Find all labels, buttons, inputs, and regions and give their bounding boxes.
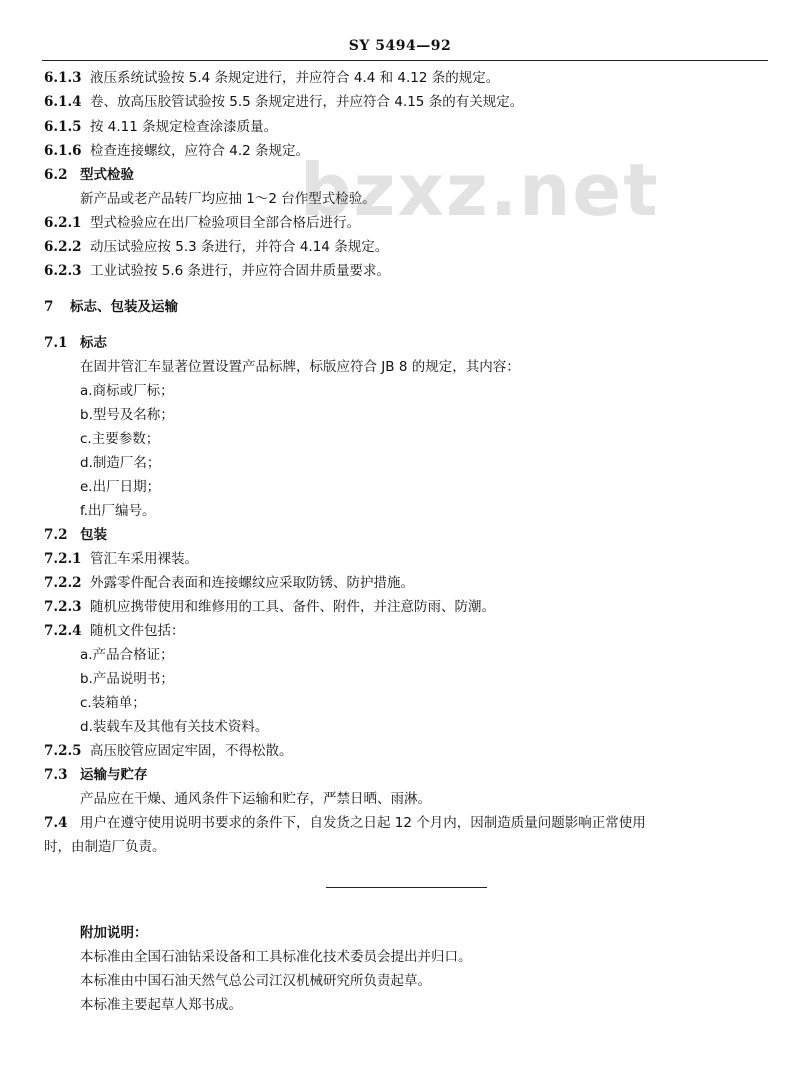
clause-number: 6.1.3 bbox=[44, 70, 82, 86]
paragraph-text: 在固井管汇车显著位置设置产品标牌，标版应符合 JB 8 的规定，其内容： bbox=[80, 359, 520, 375]
section-7-1-heading bbox=[44, 334, 107, 352]
clause-6-1-5 bbox=[44, 118, 277, 136]
list-item-text: c.装箱单； bbox=[80, 695, 146, 711]
clause-6-2-1 bbox=[44, 214, 360, 232]
clause-6-1-4 bbox=[44, 93, 523, 111]
section-7-2-heading bbox=[44, 526, 107, 544]
section-title: 标志 bbox=[80, 335, 107, 351]
clause-6-1-3 bbox=[44, 69, 499, 87]
list-item-text: b.产品说明书； bbox=[80, 671, 174, 687]
clause-text: 液压系统试验按 5.4 条规定进行，并应符合 4.4 和 4.12 条的规定。 bbox=[90, 70, 500, 86]
clause-number: 7.2 bbox=[44, 527, 68, 543]
clause-number: 7.2.5 bbox=[44, 743, 82, 759]
clause-number: 6.1.6 bbox=[44, 143, 82, 159]
paragraph bbox=[80, 790, 431, 808]
clause-number: 7.3 bbox=[44, 767, 68, 783]
appendix-title: 附加说明： bbox=[80, 925, 148, 941]
clause-6-1-6 bbox=[44, 142, 309, 160]
clause-text: 工业试验按 5.6 条进行，并应符合固井质量要求。 bbox=[90, 263, 391, 279]
clause-number: 7.2.2 bbox=[44, 575, 82, 591]
clause-number: 6.2.3 bbox=[44, 263, 82, 279]
list-item bbox=[80, 382, 174, 400]
appendix-line: 本标准由全国石油钻采设备和工具标准化技术委员会提出并归口。 bbox=[80, 949, 472, 965]
list-item bbox=[80, 406, 174, 424]
clause-number: 7.2.1 bbox=[44, 551, 82, 567]
clause-number: 6.2 bbox=[44, 167, 68, 183]
section-6-2-heading bbox=[44, 166, 134, 184]
clause-number: 6.1.4 bbox=[44, 94, 82, 110]
clause-7-2-1 bbox=[44, 550, 198, 568]
clause-text: 卷、放高压胶管试验按 5.5 条规定进行，并应符合 4.15 条的有关规定。 bbox=[90, 94, 524, 110]
watermark: bzxz.net bbox=[300, 148, 660, 232]
list-item-text: b.型号及名称； bbox=[80, 407, 174, 423]
clause-text: 高压胶管应固定牢固，不得松散。 bbox=[90, 743, 293, 759]
clause-7-4-continued bbox=[44, 838, 166, 856]
paragraph bbox=[80, 190, 376, 208]
paragraph-text: 新产品或老产品转厂均应抽 1～2 台作型式检验。 bbox=[80, 191, 376, 207]
clause-text: 按 4.11 条规定检查涂漆质量。 bbox=[90, 119, 278, 135]
appendix-line: 本标准由中国石油天然气总公司江汉机械研究所负责起草。 bbox=[80, 973, 431, 989]
list-item bbox=[80, 430, 159, 448]
header-rule bbox=[42, 60, 768, 61]
list-item bbox=[80, 718, 268, 736]
section-number: 7 bbox=[44, 299, 54, 315]
standard-code: SY 5494—92 bbox=[348, 38, 452, 54]
list-item-text: f.出厂编号。 bbox=[80, 503, 156, 519]
list-item-text: a.产品合格证； bbox=[80, 647, 174, 663]
section-title: 型式检验 bbox=[80, 167, 134, 183]
clause-text: 动压试验应按 5.3 条进行，并符合 4.14 条规定。 bbox=[90, 239, 389, 255]
clause-6-2-2 bbox=[44, 238, 388, 256]
clause-text: 随机文件包括： bbox=[90, 623, 185, 639]
clause-number: 6.2.1 bbox=[44, 215, 82, 231]
clause-7-4 bbox=[44, 814, 646, 832]
list-item bbox=[80, 478, 160, 496]
section-7-3-heading bbox=[44, 766, 148, 784]
clause-number: 7.1 bbox=[44, 335, 68, 351]
clause-number: 7.4 bbox=[44, 815, 68, 831]
list-item bbox=[80, 694, 146, 712]
list-item bbox=[80, 670, 174, 688]
section-7-heading bbox=[44, 298, 178, 316]
section-title: 包装 bbox=[80, 527, 107, 543]
paragraph bbox=[80, 358, 520, 376]
clause-text: 型式检验应在出厂检验项目全部合格后进行。 bbox=[90, 215, 360, 231]
clause-number: 7.2.4 bbox=[44, 623, 82, 639]
list-item bbox=[80, 502, 156, 520]
clause-text: 随机应携带使用和维修用的工具、备件、附件，并注意防雨、防潮。 bbox=[90, 599, 495, 615]
clause-text: 管汇车采用裸装。 bbox=[90, 551, 198, 567]
clause-text: 时，由制造厂负责。 bbox=[44, 839, 166, 855]
clause-number: 6.2.2 bbox=[44, 239, 82, 255]
list-item-text: e.出厂日期； bbox=[80, 479, 161, 495]
list-item-text: d.装载车及其他有关技术资料。 bbox=[80, 719, 269, 735]
section-title: 标志、包装及运输 bbox=[70, 299, 178, 315]
clause-number: 7.2.3 bbox=[44, 599, 82, 615]
clause-7-2-4 bbox=[44, 622, 185, 640]
list-item bbox=[80, 454, 160, 472]
list-item-text: d.制造厂名； bbox=[80, 455, 161, 471]
clause-7-2-5 bbox=[44, 742, 293, 760]
appendix-line: 本标准主要起草人郑书成。 bbox=[80, 997, 242, 1013]
list-item bbox=[80, 646, 174, 664]
clause-text: 用户在遵守使用说明书要求的条件下，自发货之日起 12 个月内，因制造质量问题影响正常使用 bbox=[80, 815, 646, 831]
clause-6-2-3 bbox=[44, 262, 390, 280]
clause-text: 检查连接螺纹，应符合 4.2 条规定。 bbox=[90, 143, 310, 159]
clause-7-2-2 bbox=[44, 574, 414, 592]
clause-text: 外露零件配合表面和连接螺纹应采取防锈、防护措施。 bbox=[90, 575, 414, 591]
section-divider bbox=[326, 887, 487, 888]
clause-7-2-3 bbox=[44, 598, 495, 616]
clause-number: 6.1.5 bbox=[44, 119, 82, 135]
section-title: 运输与贮存 bbox=[80, 767, 148, 783]
list-item-text: a.商标或厂标； bbox=[80, 383, 174, 399]
list-item-text: c.主要参数； bbox=[80, 431, 160, 447]
paragraph-text: 产品应在干燥、通风条件下运输和贮存，严禁日晒、雨淋。 bbox=[80, 791, 431, 807]
